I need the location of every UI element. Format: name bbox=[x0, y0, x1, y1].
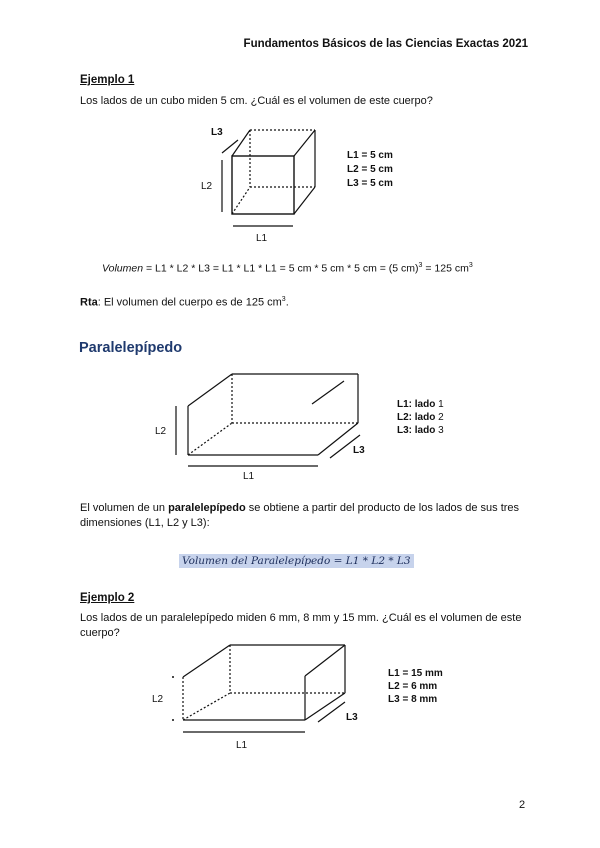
ex2-l1-label: L1 bbox=[236, 740, 248, 751]
cube-legend-l3: L3 = 5 cm bbox=[347, 178, 393, 189]
formula-end: = 125 cm bbox=[422, 262, 469, 275]
ex2-legend-l2: L2 = 6 mm bbox=[388, 681, 438, 692]
ex2-legend-l3: L3 = 8 mm bbox=[388, 694, 438, 705]
cube-l1-label: L1 bbox=[256, 233, 268, 244]
prism-term: paralelepípedo bbox=[168, 502, 246, 514]
formula-exp2: 3 bbox=[468, 262, 473, 269]
page-header: Fundamentos Básicos de las Ciencias Exactas 2021 bbox=[243, 38, 528, 50]
answer-label: Rta bbox=[80, 296, 98, 309]
example2-question: Los lados de un paralelepípedo miden 6 mm, 8 mm y 15 mm. ¿Cuál es el volumen de este cuerpo? bbox=[80, 612, 522, 639]
cube-legend-l1: L1 = 5 cm bbox=[347, 150, 393, 161]
ex2-l3-label: L3 bbox=[346, 712, 358, 723]
prism-legend-l2: L2: lado 2 bbox=[397, 412, 444, 423]
page-number: 2 bbox=[519, 799, 526, 811]
cube-l3-label: L3 bbox=[211, 127, 223, 138]
cube-l2-label: L2 bbox=[201, 181, 213, 192]
ex2-l2-label: L2 bbox=[152, 694, 164, 705]
cube-legend-l2: L2 = 5 cm bbox=[347, 164, 393, 175]
answer-exp: 3 bbox=[281, 296, 286, 303]
example2-title: Ejemplo 2 bbox=[80, 592, 135, 604]
prism-l3-label: L3 bbox=[353, 445, 365, 456]
prism-formula-text: Volumen del Paralelepípedo = L1 * L2 * L3 bbox=[179, 554, 414, 568]
example1-question: Los lados de un cubo miden 5 cm. ¿Cuál es el volumen de este cuerpo? bbox=[80, 95, 433, 107]
prism-legend-l3: L3: lado 3 bbox=[397, 425, 444, 436]
prism-l1-label: L1 bbox=[243, 471, 255, 482]
formula-exp1: 3 bbox=[418, 262, 423, 269]
example1-title: Ejemplo 1 bbox=[80, 74, 135, 86]
formula-rest: = L1 * L2 * L3 = L1 * L1 * L1 = 5 cm * 5 cm * 5 cm = (5 cm) bbox=[145, 262, 419, 275]
section-title: Paralelepípedo bbox=[79, 340, 183, 356]
prism-description: El volumen de un paralelepípedo se obtiene a partir del producto de los lados de sus tres dimensiones (L1, L2 y L3): bbox=[80, 502, 520, 529]
ex2-legend bbox=[388, 667, 443, 706]
answer-text: : El volumen del cuerpo es de 125 cm bbox=[97, 296, 282, 309]
ex2-legend-l1: L1 = 15 mm bbox=[388, 668, 443, 679]
prism-l2-label: L2 bbox=[155, 426, 167, 437]
prism-legend-l1: L1: lado 1 bbox=[397, 399, 444, 410]
formula-word: Volumen bbox=[102, 262, 144, 275]
answer-end: . bbox=[285, 296, 289, 309]
